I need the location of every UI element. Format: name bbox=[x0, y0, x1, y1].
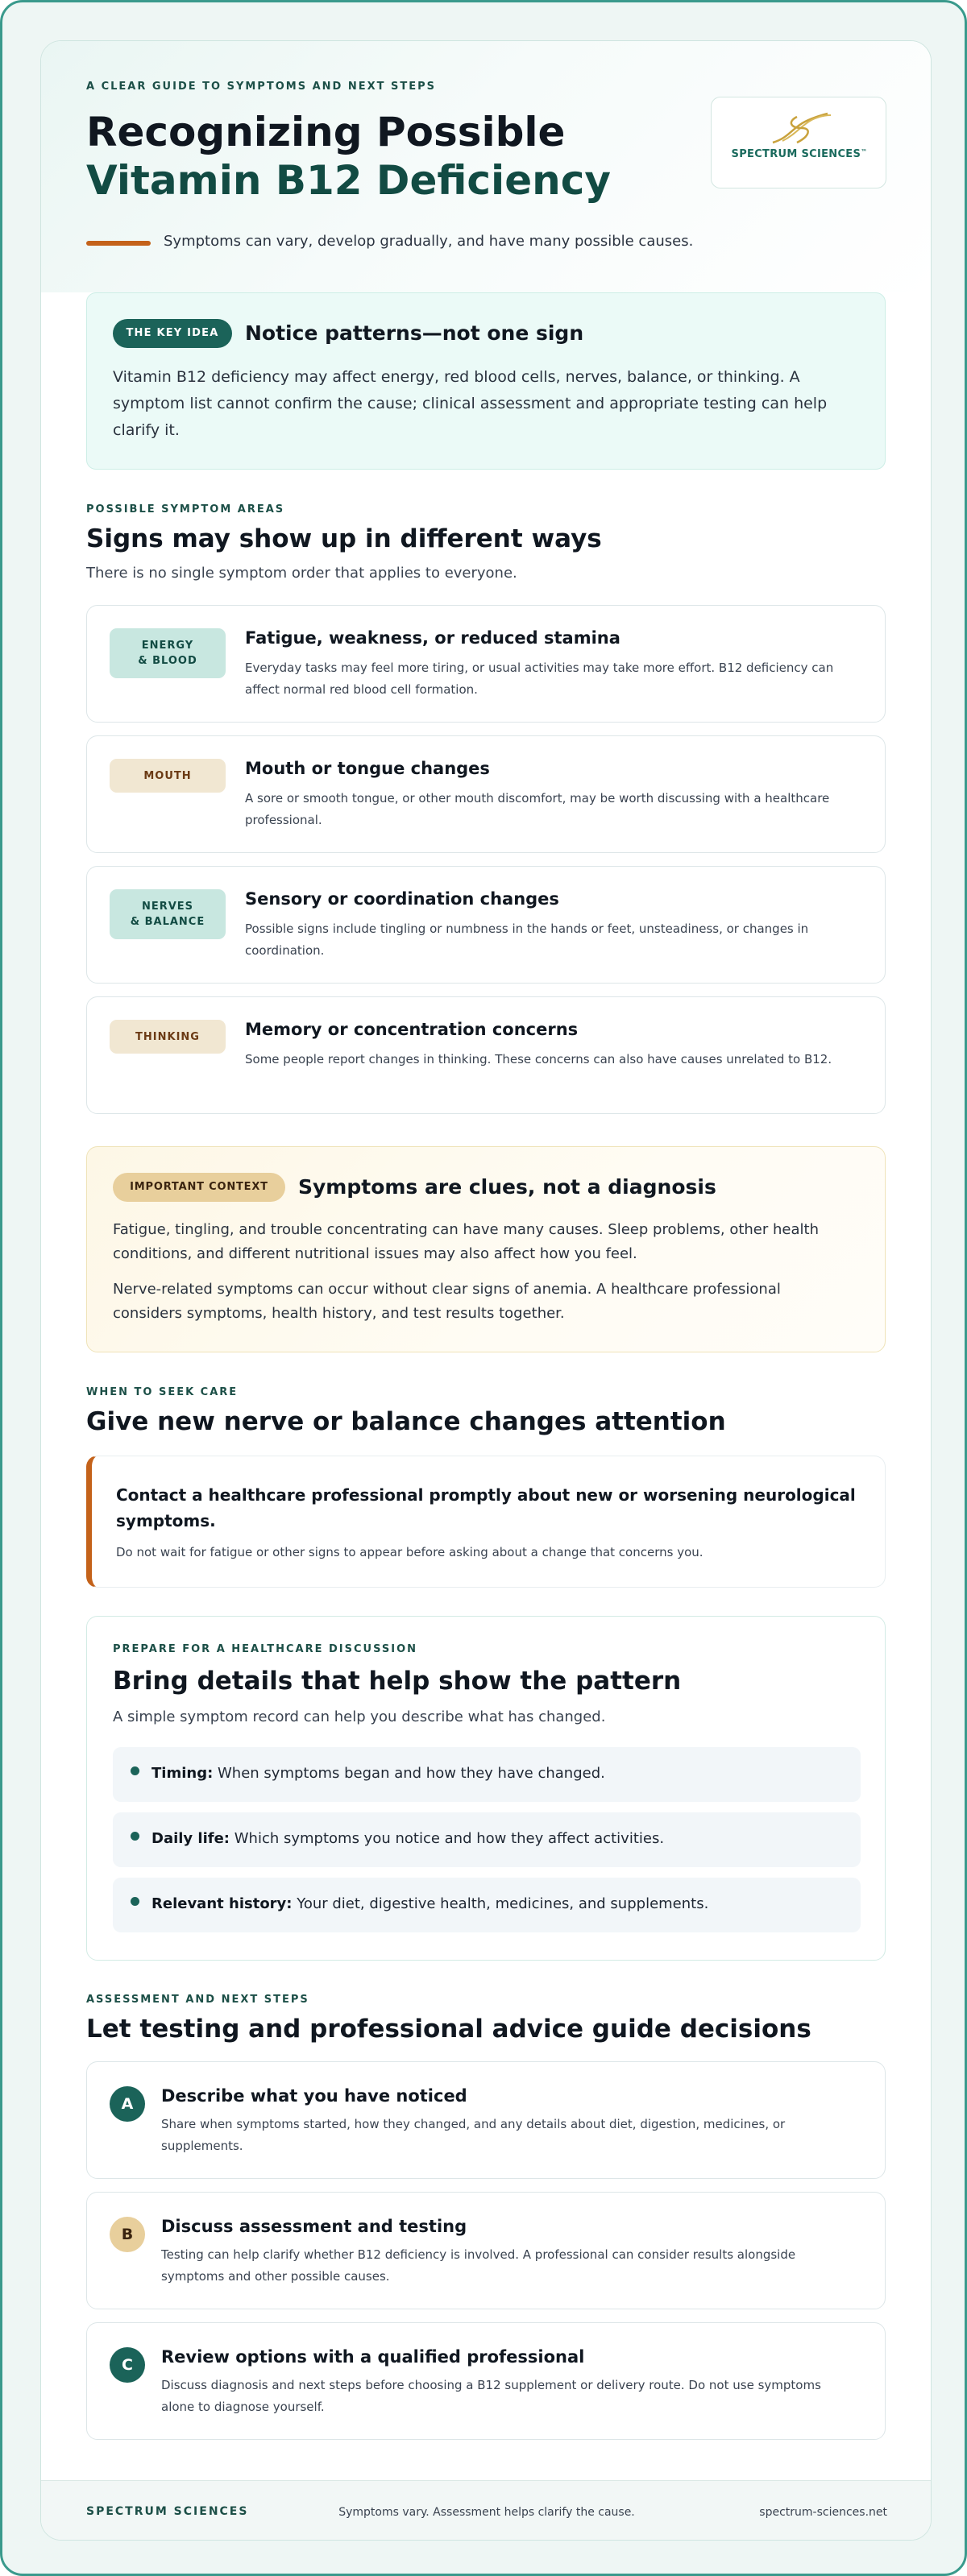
footer-website-link[interactable]: spectrum-sciences.net bbox=[759, 2506, 887, 2519]
symptom-card-nerves bbox=[86, 866, 886, 984]
prepare-title: Bring details that help show the pattern bbox=[113, 1667, 682, 1696]
step-card-c bbox=[86, 2322, 886, 2440]
detail-text: Your diet, digestive health, medicines, and supplements. bbox=[292, 1895, 709, 1912]
symptom-title: Sensory or coordination changes bbox=[245, 889, 559, 909]
symptoms-title: Signs may show up in different ways bbox=[86, 524, 602, 553]
alert-title: Contact a healthcare professional promptly about new or worsening neurological symptoms. bbox=[116, 1485, 856, 1530]
detail-text: When symptoms began and how they have changed. bbox=[213, 1765, 605, 1782]
assessment-eyebrow: ASSESSMENT AND NEXT STEPS bbox=[86, 1994, 309, 2006]
logo-text: SPECTRUM SCIENCES™ bbox=[731, 148, 868, 160]
context-paragraph-2: Nerve-related symptoms can occur without clear signs of anemia. A healthcare professional considers symptoms, health history, and test results together. bbox=[113, 1281, 781, 1322]
bullet-dot-icon bbox=[131, 1897, 139, 1906]
step-card-a bbox=[86, 2061, 886, 2179]
step-description: Testing can help clarify whether B12 deficiency is involved. A professional can consider results alongside symptoms and other possible causes. bbox=[161, 2247, 796, 2284]
assessment-title: Let testing and professional advice guide decisions bbox=[86, 2015, 811, 2044]
symptom-description: Everyday tasks may feel more tiring, or usual activities may take more effort. B12 deficiency can affect normal red blood cell formation. bbox=[245, 661, 834, 697]
prepare-subtitle: A simple symptom record can help you describe what has changed. bbox=[113, 1708, 606, 1725]
step-title: Describe what you have noticed bbox=[161, 2086, 467, 2106]
footer-note: Symptoms vary. Assessment helps clarify the cause. bbox=[338, 2506, 635, 2519]
context-heading: Symptoms are clues, not a diagnosis bbox=[298, 1175, 716, 1199]
symptom-card-energy bbox=[86, 605, 886, 723]
detail-item-timing bbox=[113, 1747, 861, 1802]
symptom-title: Fatigue, weakness, or reduced stamina bbox=[245, 628, 620, 648]
key-idea-heading: Notice patterns—not one sign bbox=[245, 321, 584, 345]
detail-label: Timing: bbox=[151, 1765, 214, 1782]
symptom-tag: NERVES & BALANCE bbox=[110, 889, 226, 939]
footer bbox=[41, 2480, 932, 2541]
alert-description: Do not wait for fatigue or other signs to appear before asking about a change that concerns you. bbox=[116, 1545, 703, 1559]
detail-text: Which symptoms you notice and how they affect activities. bbox=[230, 1830, 665, 1847]
step-description: Discuss diagnosis and next steps before choosing a B12 supplement or delivery route. Do not use symptoms alone to diagnose yourself. bbox=[161, 2378, 821, 2414]
infographic-card bbox=[40, 40, 932, 2541]
symptom-tag: ENERGY & BLOOD bbox=[110, 628, 226, 678]
step-title: Discuss assessment and testing bbox=[161, 2217, 467, 2236]
key-idea-body: Vitamin B12 deficiency may affect energy, red blood cells, nerves, balance, or thinking. A symptom list cannot confirm the cause; clinical assessment and appropriate testing can help clarify it. bbox=[113, 368, 828, 439]
step-card-b bbox=[86, 2192, 886, 2309]
hero-section bbox=[41, 41, 932, 292]
detail-label: Relevant history: bbox=[151, 1895, 293, 1912]
important-context-callout bbox=[86, 1146, 886, 1352]
step-badge: A bbox=[110, 2086, 145, 2122]
step-title: Review options with a qualified professional bbox=[161, 2347, 585, 2367]
bullet-dot-icon bbox=[131, 1766, 139, 1775]
symptom-description: Possible signs include tingling or numbness in the hands or feet, unsteadiness, or changes in coordination. bbox=[245, 921, 809, 958]
footer-brand: SPECTRUM SCIENCES bbox=[86, 2505, 249, 2518]
page-title-line1: Recognizing Possible bbox=[86, 109, 566, 155]
hero-eyebrow: A CLEAR GUIDE TO SYMPTOMS AND NEXT STEPS bbox=[86, 81, 437, 93]
seek-care-title: Give new nerve or balance changes attention bbox=[86, 1407, 726, 1436]
symptoms-subtitle: There is no single symptom order that applies to everyone. bbox=[86, 565, 517, 582]
context-paragraph-1: Fatigue, tingling, and trouble concentrating can have many causes. Sleep problems, other health conditions, and different nutritional issues may also affect how you feel. bbox=[113, 1221, 819, 1262]
symptom-tag: MOUTH bbox=[110, 759, 226, 793]
symptom-description: A sore or smooth tongue, or other mouth discomfort, may be worth discussing with a healthcare professional. bbox=[245, 791, 830, 827]
brand-logo bbox=[711, 97, 886, 188]
hero-subtitle: Symptoms can vary, develop gradually, and have many possible causes. bbox=[164, 233, 694, 250]
prepare-eyebrow: PREPARE FOR A HEALTHCARE DISCUSSION bbox=[113, 1643, 418, 1655]
prepare-discussion-panel bbox=[86, 1616, 886, 1961]
symptom-title: Mouth or tongue changes bbox=[245, 759, 490, 778]
symptom-card-thinking bbox=[86, 996, 886, 1114]
detail-label: Daily life: bbox=[151, 1830, 230, 1847]
key-idea-callout bbox=[86, 292, 886, 470]
context-tag: IMPORTANT CONTEXT bbox=[113, 1173, 285, 1202]
seek-care-eyebrow: WHEN TO SEEK CARE bbox=[86, 1386, 239, 1398]
page-title-line2: Vitamin B12 Deficiency bbox=[86, 157, 611, 204]
symptoms-eyebrow: POSSIBLE SYMPTOM AREAS bbox=[86, 503, 285, 516]
symptom-title: Memory or concentration concerns bbox=[245, 1020, 579, 1039]
bullet-dot-icon bbox=[131, 1832, 139, 1841]
symptom-description: Some people report changes in thinking. These concerns can also have causes unrelated to B12. bbox=[245, 1052, 832, 1066]
key-idea-tag: THE KEY IDEA bbox=[113, 319, 232, 348]
logo-swoosh-icon bbox=[765, 110, 834, 147]
step-description: Share when symptoms started, how they changed, and any details about diet, digestion, medicines, or supplements. bbox=[161, 2117, 786, 2153]
symptom-tag: THINKING bbox=[110, 1020, 226, 1054]
step-badge: C bbox=[110, 2347, 145, 2383]
step-badge: B bbox=[110, 2217, 145, 2252]
detail-item-daily-life bbox=[113, 1812, 861, 1867]
detail-item-history bbox=[113, 1878, 861, 1932]
accent-rule bbox=[86, 241, 151, 246]
symptom-card-mouth bbox=[86, 735, 886, 853]
neuro-alert-callout bbox=[86, 1456, 886, 1588]
